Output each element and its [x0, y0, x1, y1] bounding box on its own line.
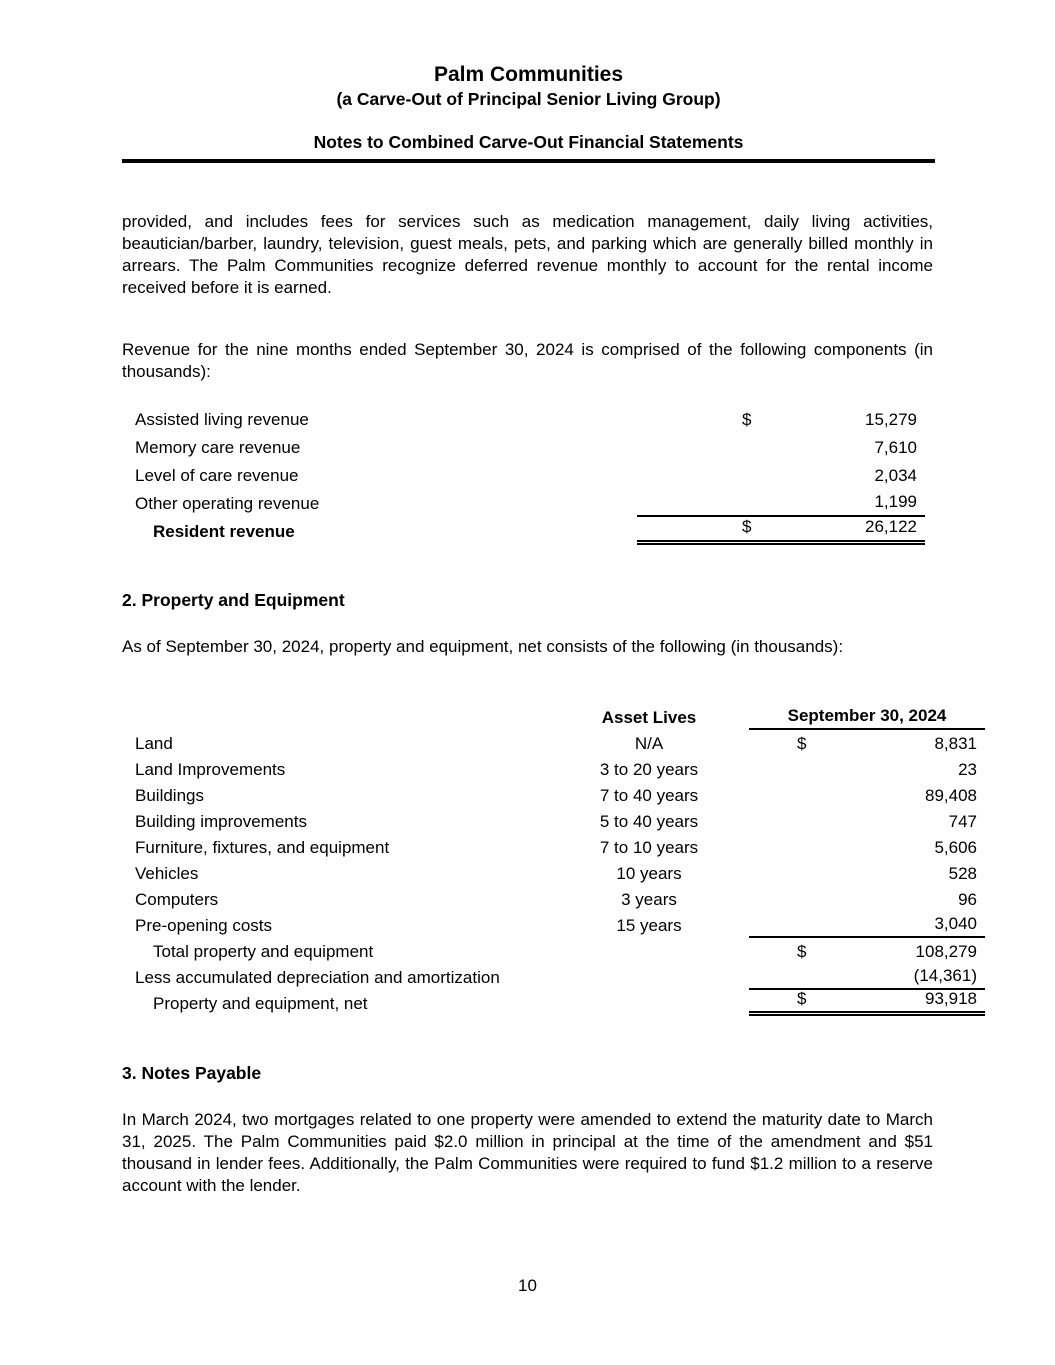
row-amount: (14,361)	[913, 966, 977, 985]
row-amount: 1,199	[874, 492, 917, 511]
row-amount-cell	[637, 407, 925, 433]
table-row	[135, 730, 985, 756]
row-asset-life: 3 to 20 years	[599, 760, 699, 779]
row-amount: 108,279	[915, 942, 977, 961]
table-row	[135, 860, 985, 886]
section-heading-notes-payable: 3. Notes Payable	[122, 1063, 262, 1083]
row-amount: 2,034	[874, 466, 917, 485]
row-amount-cell	[749, 783, 985, 808]
row-label: Memory care revenue	[135, 438, 301, 457]
table-row	[135, 756, 985, 782]
table-row	[135, 912, 985, 938]
currency-symbol	[749, 861, 797, 886]
currency-symbol	[749, 963, 797, 988]
row-amount: 93,918	[925, 989, 977, 1008]
row-asset-life: 3 years	[621, 890, 677, 909]
section-heading-property-and-equipment: 2. Property and Equipment	[122, 590, 345, 610]
currency-symbol: $	[742, 517, 752, 536]
company-subtitle: (a Carve-Out of Principal Senior Living Group)	[336, 89, 721, 109]
document-header	[122, 62, 935, 163]
row-amount-cell	[749, 757, 985, 782]
row-amount: 8,831	[934, 734, 977, 753]
table-row	[135, 808, 985, 834]
row-label: Level of care revenue	[135, 466, 299, 485]
row-amount-cell	[637, 463, 925, 489]
table-row	[135, 405, 925, 433]
row-label: Buildings	[135, 786, 204, 805]
row-amount: 26,122	[865, 517, 917, 536]
row-label: Land	[135, 734, 173, 753]
table-row-subtotal	[135, 938, 985, 964]
company-title: Palm Communities	[433, 63, 624, 86]
row-asset-life: 10 years	[616, 864, 682, 883]
table-header-row	[135, 702, 985, 730]
row-amount-cell	[749, 809, 985, 834]
row-asset-life: 5 to 40 years	[599, 812, 699, 831]
row-amount: 23	[958, 760, 977, 779]
row-amount-cell	[637, 435, 925, 461]
row-amount-cell	[637, 489, 925, 517]
row-label: Less accumulated depreciation and amortization	[135, 968, 500, 987]
row-amount: 5,606	[934, 838, 977, 857]
row-amount: 96	[958, 890, 977, 909]
paragraph-revenue-recognition: provided, and includes fees for services such as medication management, daily living activities, beautician/barber, laundry, television, guest meals, pets, and parking which are generally billed monthly in arrears. The Palm Communities recognize deferred revenue monthly to account for the rental income received before it is earned.	[122, 212, 933, 297]
currency-symbol: $	[797, 734, 807, 753]
table-row	[135, 834, 985, 860]
row-label: Resident revenue	[153, 522, 295, 541]
statement-title: Notes to Combined Carve-Out Financial Statements	[313, 132, 744, 152]
table-row-total	[135, 990, 985, 1016]
row-amount-cell	[749, 911, 985, 938]
revenue-components-table	[135, 405, 925, 545]
currency-symbol	[749, 783, 797, 808]
column-header-date: September 30, 2024	[749, 703, 985, 730]
currency-symbol: $	[797, 942, 807, 961]
property-equipment-table	[135, 702, 985, 1016]
column-header-asset-lives: Asset Lives	[601, 708, 697, 727]
row-label: Computers	[135, 890, 219, 909]
paragraph-notes-payable: In March 2024, two mortgages related to one property were amended to extend the maturity date to March 31, 2025. The Palm Communities paid $2.0 million in principal at the time of the amendment and $51 thousand in lender fees. Additionally, the Palm Communities were required to fund $1.2 million to a reserve account with the lender.	[122, 1110, 933, 1195]
table-row	[135, 489, 925, 517]
row-amount: 15,279	[865, 410, 917, 429]
row-amount-cell	[749, 887, 985, 912]
row-amount: 3,040	[934, 914, 977, 933]
paragraph-property-intro: As of September 30, 2024, property and equipment, net consists of the following (in thousands):	[122, 637, 844, 656]
row-label: Other operating revenue	[135, 494, 320, 513]
row-amount-cell	[749, 939, 985, 964]
row-amount-cell	[749, 861, 985, 886]
row-label: Property and equipment, net	[153, 994, 368, 1013]
row-amount-cell	[637, 514, 925, 545]
currency-symbol	[749, 809, 797, 834]
paragraph-revenue-components-intro: Revenue for the nine months ended September 30, 2024 is comprised of the following components (in thousands):	[122, 340, 933, 381]
row-label: Assisted living revenue	[135, 410, 309, 429]
row-label: Vehicles	[135, 864, 199, 883]
row-amount: 89,408	[925, 786, 977, 805]
currency-symbol: $	[797, 989, 807, 1008]
table-row	[135, 461, 925, 489]
currency-symbol	[749, 911, 797, 936]
table-row	[135, 886, 985, 912]
currency-symbol	[637, 463, 742, 489]
currency-symbol	[749, 835, 797, 860]
currency-symbol	[749, 887, 797, 912]
table-row-total	[135, 517, 925, 545]
row-label: Furniture, fixtures, and equipment	[135, 838, 390, 857]
row-amount: 747	[948, 812, 977, 831]
currency-symbol	[749, 757, 797, 782]
currency-symbol	[637, 489, 742, 515]
table-row	[135, 433, 925, 461]
row-amount: 528	[948, 864, 977, 883]
row-asset-life: 7 to 40 years	[599, 786, 699, 805]
currency-symbol: $	[742, 410, 752, 429]
row-amount-cell	[749, 835, 985, 860]
row-label: Pre-opening costs	[135, 916, 273, 935]
row-amount-cell	[749, 986, 985, 1016]
header-rule	[122, 159, 935, 163]
row-asset-life: 7 to 10 years	[599, 838, 699, 857]
page-number: 10	[518, 1276, 537, 1295]
row-asset-life: N/A	[634, 734, 664, 753]
row-label: Total property and equipment	[153, 942, 374, 961]
row-amount: 7,610	[874, 438, 917, 457]
row-amount-cell	[749, 731, 985, 756]
table-row	[135, 782, 985, 808]
currency-symbol	[637, 435, 742, 461]
row-label: Building improvements	[135, 812, 307, 831]
row-asset-life: 15 years	[616, 916, 682, 935]
row-label: Land Improvements	[135, 760, 286, 779]
